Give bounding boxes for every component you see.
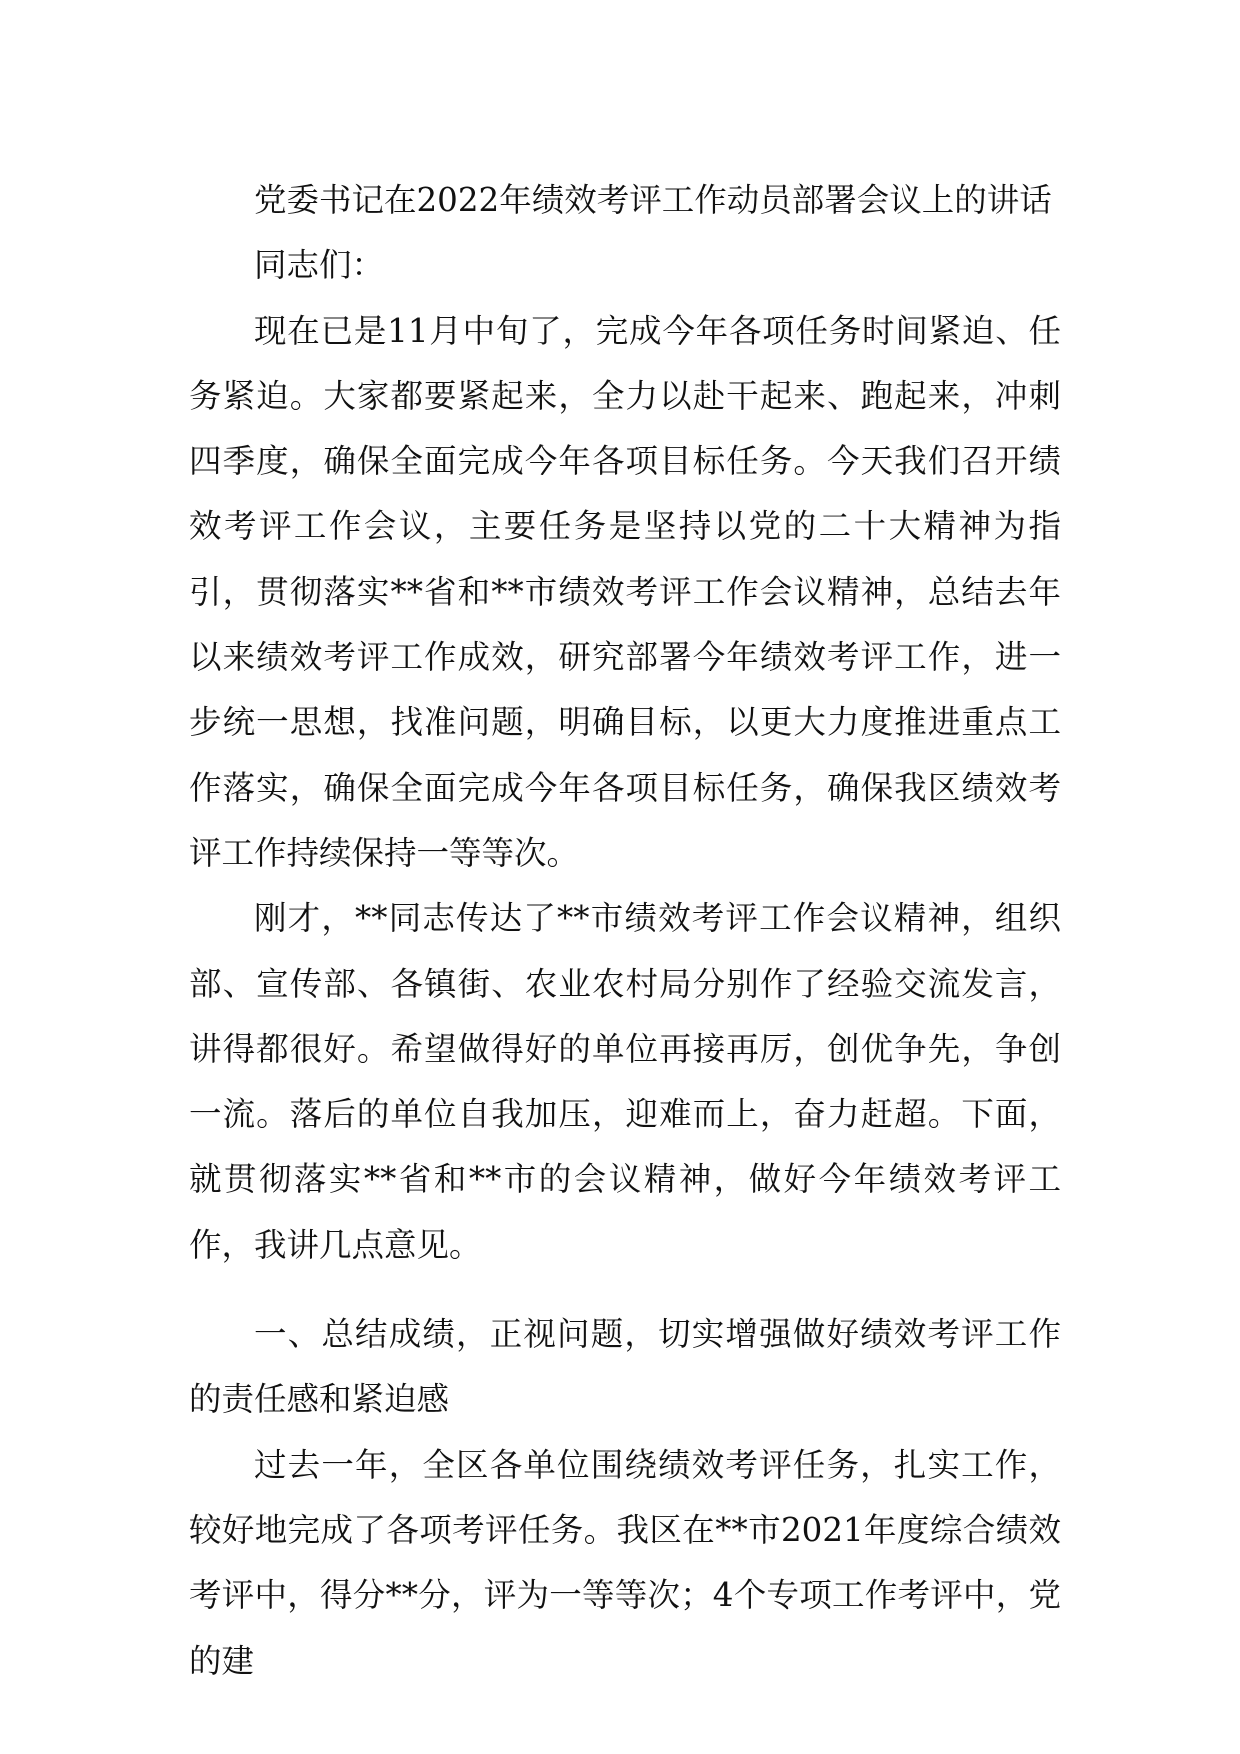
salutation: 同志们： [254, 246, 385, 285]
body-paragraph: 现在已是11月中旬了，完成今年各项任务时间紧迫、任务紧迫。大家都要紧起来，全力以赴干起来、跑起来，冲刺四季度，确保全面完成今年各项目标任务。今天我们召开绩效考评工作会议，主要任务是坚持以党的二十大精神为指引，贯彻落实**省和**市绩效考评工作会议精神，总结去年以来绩效考评工作成效，研究部署今年绩效考评工作，进一步统一思想，找准问题，明确目标，以更大力度推进重点工作落实，确保全面完成今年各项目标任务，确保我区绩效考评工作持续保持一等等次。 [189, 311, 1061, 872]
body-paragraph: 过去一年，全区各单位围绕绩效考评任务，扎实工作，较好地完成了各项考评任务。我区在**市2021年度综合绩效考评中，得分**分，评为一等等次；4个专项工作考评中，党的建 [189, 1445, 1061, 1680]
document-body [189, 168, 1061, 1694]
document-title: 党委书记在2022年绩效考评工作动员部署会议上的讲话 [254, 181, 1052, 219]
body-paragraph: 刚才，**同志传达了**市绩效考评工作会议精神，组织部、宣传部、各镇街、农业农村局分别作了经验交流发言，讲得都很好。希望做得好的单位再接再厉，创优争先，争创一流。落后的单位自我加压，迎难而上，奋力赶超。下面，就贯彻落实**省和**市的会议精神，做好今年绩效考评工作，我讲几点意见。 [189, 899, 1061, 1264]
section-heading: 一、总结成绩，正视问题，切实增强做好绩效考评工作的责任感和紧迫感 [189, 1315, 1061, 1419]
